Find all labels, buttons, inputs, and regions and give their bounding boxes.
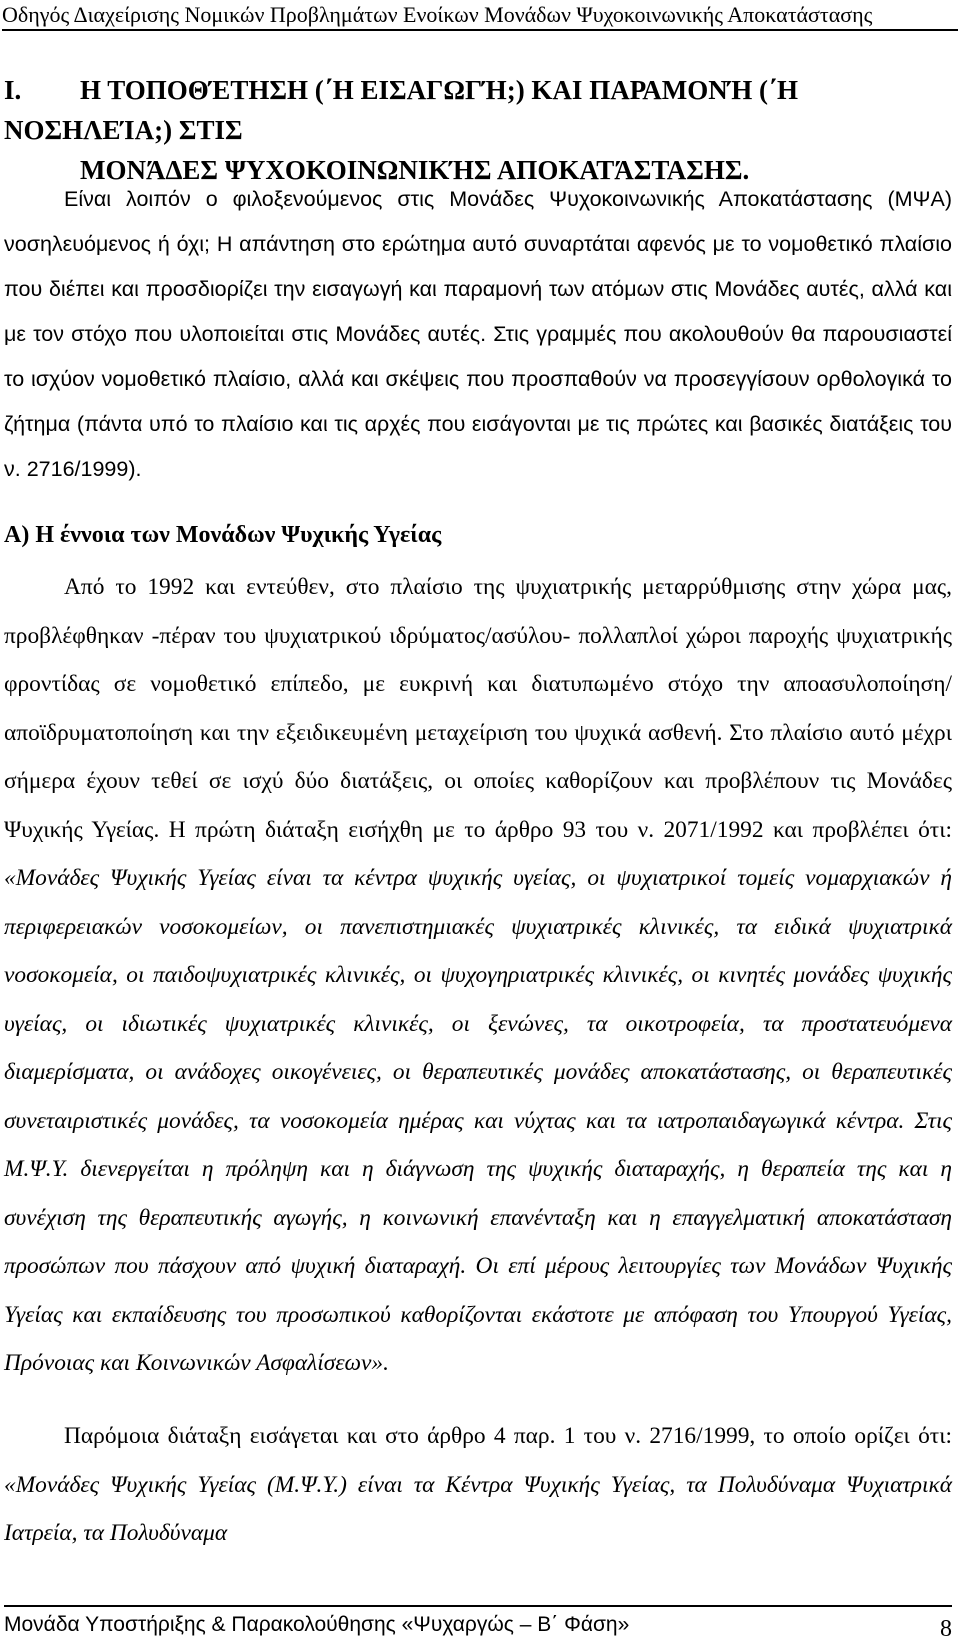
section-title-line2: ΜΟΝΆΔΕΣ ΨΥΧΟΚΟΙΝΩΝΙΚΉΣ ΑΠΟΚΑΤΆΣΤΑΣΗΣ.	[80, 155, 750, 185]
paragraph-2-quote: «Μονάδες Ψυχικής Υγείας (Μ.Ψ.Υ.) είναι τα Κέντρα Ψυχικής Υγείας, τα Πολυδύναμα Ψυχιατρικά Ιατρεία, τα Πολυδύναμα	[4, 1471, 952, 1546]
footer-text: Μονάδα Υποστήριξης & Παρακολούθησης «Ψυχαργώς – Β΄ Φάση»	[4, 1613, 630, 1636]
section-heading-line1	[4, 70, 954, 150]
body-paragraph-1	[4, 563, 952, 1388]
paragraph-1-text: Από το 1992 και εντεύθεν, στο πλαίσιο της ψυχιατρικής μεταρρύθμισης στην χώρα μας, προβλέφθηκαν -πέραν του ψυχιατρικού ιδρύματος/ασύλου- πολλαπλοί χώροι παροχής ψυχιατρικής φροντίδας σε νομοθετικό επίπεδο, με ευκρινή και διατυπωμένο στόχο την αποασυλοποίηση/αποϊδρυματοποίηση και την εξειδικευμένη μεταχείριση του ψυχικά ασθενή. Στο πλαίσιο αυτό μέχρι σήμερα έχουν τεθεί σε ισχύ δύο διατάξεις, οι οποίες καθορίζουν και προβλέπουν τις Μονάδες Ψυχικής Υγείας. Η πρώτη διάταξη εισήχθη με το άρθρο 93 του ν. 2071/1992 και προβλέπει ότι:	[4, 574, 952, 843]
running-header: Οδηγός Διαχείρισης Νομικών Προβλημάτων Ενοίκων Μονάδων Ψυχοκοινωνικής Αποκατάστασης	[2, 2, 958, 31]
section-number: Ι.	[4, 75, 22, 105]
subsection-heading: Α) Η έννοια των Μονάδων Ψυχικής Υγείας	[4, 522, 442, 548]
section-heading	[4, 70, 954, 190]
section-title-line1: Η ΤΟΠΟΘΈΤΗΣΗ (΄Η ΕΙΣΑΓΩΓΉ;) ΚΑΙ ΠΑΡΑΜΟΝΉ (΄Η ΝΟΣΗΛΕΊΑ;) ΣΤΙΣ	[4, 75, 798, 145]
body-paragraph-2	[4, 1412, 952, 1558]
running-footer	[4, 1605, 952, 1642]
page-number: 8	[940, 1616, 952, 1642]
intro-paragraph: Είναι λοιπόν ο φιλοξενούμενος στις Μονάδες Ψυχοκοινωνικής Αποκατάστασης (ΜΨΑ) νοσηλευόμενος ή όχι; Η απάντηση στο ερώτημα αυτό συναρτάται αφενός με το νομοθετικό πλαίσιο που διέπει και προσδιορίζει την εισαγωγή και παραμονή των ατόμων στις Μονάδες αυτές, αλλά και με τον στόχο που υλοποιείται στις Μονάδες αυτές. Στις γραμμές που ακολουθούν θα παρουσιαστεί το ισχύον νομοθετικό πλαίσιο, αλλά και σκέψεις που προσπαθούν να προσεγγίσουν ορθολογικά το ζήτημα (πάντα υπό το πλαίσιο και τις αρχές που εισάγονται με τις πρώτες και βασικές διατάξεις του ν. 2716/1999).	[4, 187, 952, 481]
paragraph-2-text: Παρόμοια διάταξη εισάγεται και στο άρθρο 4 παρ. 1 του ν. 2716/1999, το οποίο ορίζει ότι:	[64, 1423, 952, 1449]
paragraph-1-quote: «Μονάδες Ψυχικής Υγείας είναι τα κέντρα ψυχικής υγείας, οι ψυχιατρικοί τομείς νομαρχιακών ή περιφερειακών νοσοκομείων, οι πανεπιστημιακές ψυχιατρικές κλινικές, τα ειδικά ψυχιατρικά νοσοκομεία, οι παιδοψυχιατρικές κλινικές, οι ψυχογηριατρικές κλινικές, οι κινητές μονάδες ψυχικής υγείας, οι ιδιωτικές ψυχιατρικές κλινικές, οι ξενώνες, τα οικοτροφεία, τα προστατευόμενα διαμερίσματα, οι ανάδοχες οικογένειες, οι θεραπευτικές μονάδες αποκατάστασης, οι θεραπευτικές συνεταιριστικές μονάδες, τα νοσοκομεία ημέρας και νύχτας και τα ιατροπαιδαγωγικά κέντρα. Στις Μ.Ψ.Υ. διενεργείται η πρόληψη και η διάγνωση της ψυχικής διαταραχής, η θεραπεία της και η συνέχιση της θεραπευτικής αγωγής, η κοινωνική επανένταξη και η επαγγελματική αποκατάσταση προσώπων που πάσχουν από ψυχική διαταραχή. Οι επί μέρους λειτουργίες των Μονάδων Ψυχικής Υγείας και εκπαίδευσης του προσωπικού καθορίζονται εκάστοτε με απόφαση του Υπουργού Υγείας, Πρόνοιας και Κοινωνικών Ασφαλίσεων».	[4, 865, 952, 1376]
